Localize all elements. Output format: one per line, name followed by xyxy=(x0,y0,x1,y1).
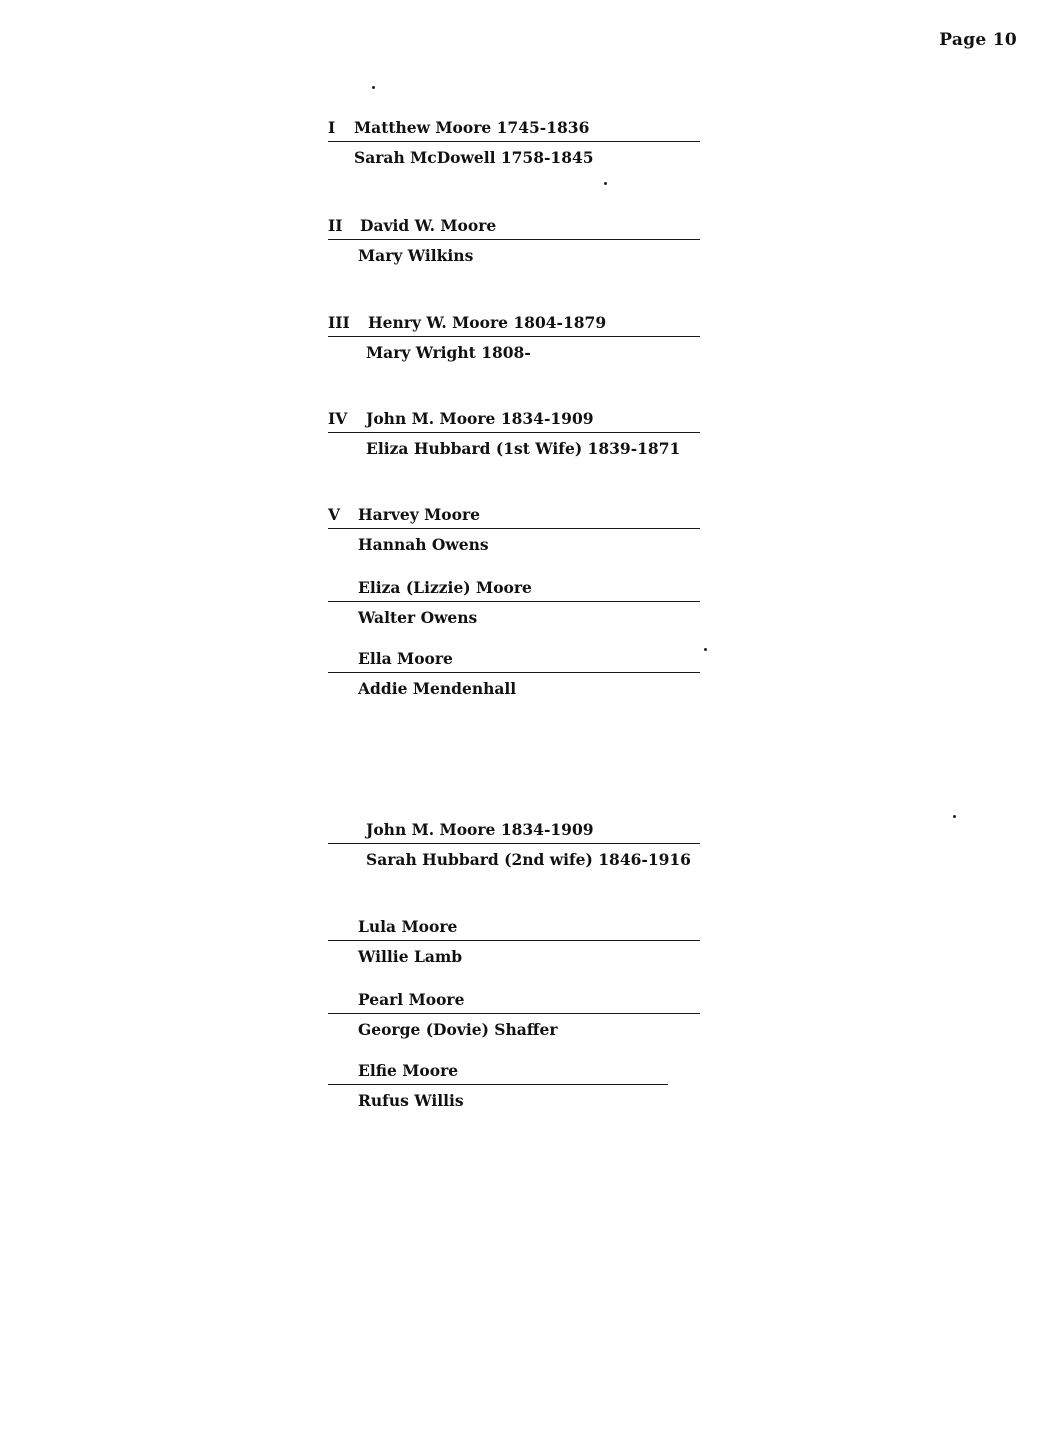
person-name: John M. Moore 1834-1909 xyxy=(366,409,594,428)
lineage-entry-gen-3 xyxy=(328,313,700,362)
generation-numeral: I xyxy=(328,118,336,137)
lineage-entry-gen-1 xyxy=(328,118,700,167)
spouse-name: Mary Wilkins xyxy=(358,246,474,265)
lineage-entry-gen-5 xyxy=(328,505,700,554)
spouse-name: Mary Wright 1808- xyxy=(366,343,531,362)
child-entry xyxy=(328,917,700,966)
sibling-entry xyxy=(328,578,700,627)
scan-speck xyxy=(704,648,707,651)
second-marriage-entry xyxy=(328,820,700,869)
marriage-rule xyxy=(328,141,700,142)
scan-speck xyxy=(604,182,607,185)
spouse-name: Sarah McDowell 1758-1845 xyxy=(354,148,594,167)
spouse-name: Eliza Hubbard (1st Wife) 1839-1871 xyxy=(366,439,681,458)
person-line xyxy=(328,505,700,527)
generation-numeral: IV xyxy=(328,409,348,428)
person-name: Lula Moore xyxy=(358,917,458,936)
marriage-rule xyxy=(328,432,700,433)
marriage-rule xyxy=(328,528,700,529)
person-name: Harvey Moore xyxy=(358,505,480,524)
person-line xyxy=(328,409,700,431)
marriage-rule xyxy=(328,336,700,337)
marriage-rule xyxy=(328,940,700,941)
person-line xyxy=(328,313,700,335)
person-name: David W. Moore xyxy=(360,216,497,235)
person-name: Matthew Moore 1745-1836 xyxy=(354,118,590,137)
person-line xyxy=(328,216,700,238)
marriage-rule xyxy=(328,239,700,240)
scan-speck xyxy=(953,815,956,818)
child-entry xyxy=(328,990,700,1039)
generation-numeral: III xyxy=(328,313,350,332)
lineage-entry-gen-4 xyxy=(328,409,700,458)
child-entry xyxy=(328,1061,700,1110)
page-number: Page 10 xyxy=(939,30,1017,50)
lineage-entry-gen-2 xyxy=(328,216,700,265)
person-line xyxy=(328,118,700,140)
spouse-name: Hannah Owens xyxy=(358,535,489,554)
marriage-rule xyxy=(328,1084,668,1085)
person-name: John M. Moore 1834-1909 xyxy=(366,820,594,839)
marriage-rule xyxy=(328,843,700,844)
generation-numeral: II xyxy=(328,216,343,235)
spouse-name: Walter Owens xyxy=(358,608,478,627)
person-name: Eliza (Lizzie) Moore xyxy=(358,578,532,597)
person-name: Ella Moore xyxy=(358,649,453,668)
generation-numeral: V xyxy=(328,505,341,524)
spouse-name: Willie Lamb xyxy=(358,947,463,966)
spouse-name: Addie Mendenhall xyxy=(358,679,517,698)
person-name: Pearl Moore xyxy=(358,990,465,1009)
sibling-entry xyxy=(328,649,700,698)
marriage-rule xyxy=(328,601,700,602)
spouse-name: George (Dovie) Shaffer xyxy=(358,1020,558,1039)
person-name: Henry W. Moore 1804-1879 xyxy=(368,313,607,332)
marriage-rule xyxy=(328,672,700,673)
marriage-rule xyxy=(328,1013,700,1014)
spouse-name: Rufus Willis xyxy=(358,1091,464,1110)
spouse-name: Sarah Hubbard (2nd wife) 1846-1916 xyxy=(366,850,691,869)
scan-speck xyxy=(372,86,375,89)
person-name: Elfie Moore xyxy=(358,1061,459,1080)
